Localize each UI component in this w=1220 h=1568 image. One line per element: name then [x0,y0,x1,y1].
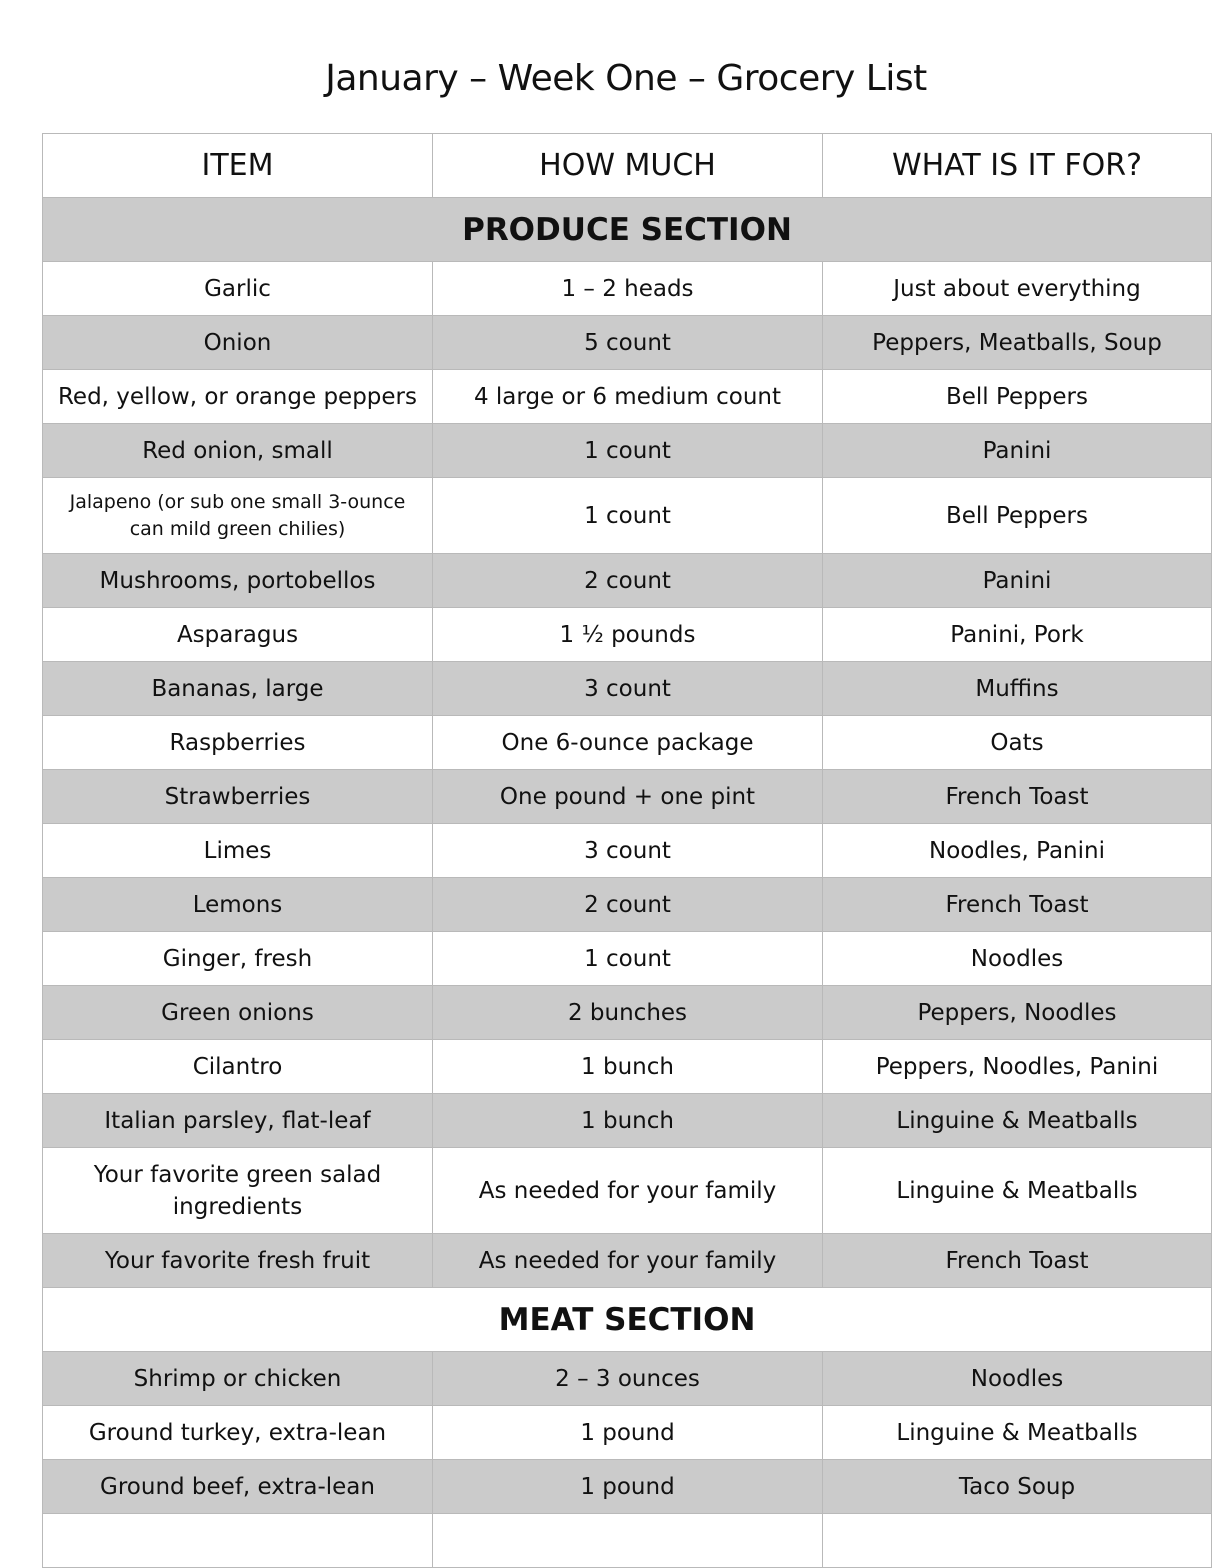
amount-cell: 3 count [433,662,823,716]
item-cell: Ground beef, extra-lean [43,1460,433,1514]
amount-cell: One 6-ounce package [433,716,823,770]
purpose-cell: Peppers, Meatballs, Soup [823,316,1212,370]
table-row [43,370,1212,424]
table-row [43,608,1212,662]
purpose-cell: Linguine & Meatballs [823,1148,1212,1234]
table-row [43,932,1212,986]
purpose-cell: Linguine & Meatballs [823,1406,1212,1460]
column-header-what-for: WHAT IS IT FOR? [823,134,1212,198]
table-row [43,554,1212,608]
table-row [43,1148,1212,1234]
purpose-cell: Noodles [823,932,1212,986]
table-row [43,986,1212,1040]
table-row [43,1406,1212,1460]
purpose-cell: Linguine & Meatballs [823,1094,1212,1148]
purpose-cell [823,1514,1212,1568]
amount-cell: 1 count [433,932,823,986]
item-cell: Mushrooms, portobellos [43,554,433,608]
table-row [43,662,1212,716]
purpose-cell: Noodles [823,1352,1212,1406]
purpose-cell: Bell Peppers [823,478,1212,554]
amount-cell: 1 count [433,478,823,554]
table-row [43,1094,1212,1148]
item-cell: Ground turkey, extra-lean [43,1406,433,1460]
amount-cell: 5 count [433,316,823,370]
amount-cell: 2 count [433,878,823,932]
purpose-cell: Bell Peppers [823,370,1212,424]
amount-cell: 1 pound [433,1406,823,1460]
amount-cell: 1 pound [433,1460,823,1514]
table-row [43,1352,1212,1406]
section-title: MEAT SECTION [43,1288,1212,1352]
amount-cell: As needed for your family [433,1148,823,1234]
section-title: PRODUCE SECTION [43,198,1212,262]
item-cell: Bananas, large [43,662,433,716]
table-row [43,478,1212,554]
amount-cell: 1 – 2 heads [433,262,823,316]
purpose-cell: Panini [823,424,1212,478]
item-cell: Strawberries [43,770,433,824]
item-cell: Shrimp or chicken [43,1352,433,1406]
item-cell: Jalapeno (or sub one small 3-ounce can mild green chilies) [43,478,433,554]
item-cell: Garlic [43,262,433,316]
column-header-item: ITEM [43,134,433,198]
item-cell: Lemons [43,878,433,932]
item-cell: Ginger, fresh [43,932,433,986]
section-header-meat [43,1288,1212,1352]
item-cell: Limes [43,824,433,878]
item-cell: Onion [43,316,433,370]
purpose-cell: French Toast [823,770,1212,824]
item-cell: Italian parsley, flat-leaf [43,1094,433,1148]
amount-cell: 1 bunch [433,1094,823,1148]
amount-cell: 2 – 3 ounces [433,1352,823,1406]
table-row [43,770,1212,824]
table-row [43,878,1212,932]
grocery-table [42,133,1212,1568]
purpose-cell: French Toast [823,878,1212,932]
page-title: January – Week One – Grocery List [325,58,927,99]
item-cell: Raspberries [43,716,433,770]
amount-cell: 1 ½ pounds [433,608,823,662]
purpose-cell: Panini [823,554,1212,608]
table-row [43,1234,1212,1288]
item-cell: Asparagus [43,608,433,662]
amount-cell: 1 bunch [433,1040,823,1094]
item-cell: Green onions [43,986,433,1040]
amount-cell: 2 count [433,554,823,608]
item-cell: Red onion, small [43,424,433,478]
purpose-cell: Oats [823,716,1212,770]
table-row [43,716,1212,770]
amount-cell: One pound + one pint [433,770,823,824]
purpose-cell: French Toast [823,1234,1212,1288]
table-row [43,824,1212,878]
amount-cell: 2 bunches [433,986,823,1040]
table-row [43,316,1212,370]
amount-cell: 3 count [433,824,823,878]
item-cell: Your favorite green salad ingredients [43,1148,433,1234]
table-row [43,424,1212,478]
table-row-partial [43,1514,1212,1568]
amount-cell: As needed for your family [433,1234,823,1288]
section-header-produce [43,198,1212,262]
amount-cell: 4 large or 6 medium count [433,370,823,424]
table-header-row [43,134,1212,198]
amount-cell [433,1514,823,1568]
item-cell: Cilantro [43,1040,433,1094]
item-cell: Red, yellow, or orange peppers [43,370,433,424]
table-row [43,1460,1212,1514]
column-header-how-much: HOW MUCH [433,134,823,198]
purpose-cell: Panini, Pork [823,608,1212,662]
table-row [43,1040,1212,1094]
purpose-cell: Noodles, Panini [823,824,1212,878]
purpose-cell: Taco Soup [823,1460,1212,1514]
purpose-cell: Muffins [823,662,1212,716]
table-row [43,262,1212,316]
amount-cell: 1 count [433,424,823,478]
item-cell: Your favorite fresh fruit [43,1234,433,1288]
purpose-cell: Peppers, Noodles [823,986,1212,1040]
item-cell [43,1514,433,1568]
purpose-cell: Peppers, Noodles, Panini [823,1040,1212,1094]
purpose-cell: Just about everything [823,262,1212,316]
